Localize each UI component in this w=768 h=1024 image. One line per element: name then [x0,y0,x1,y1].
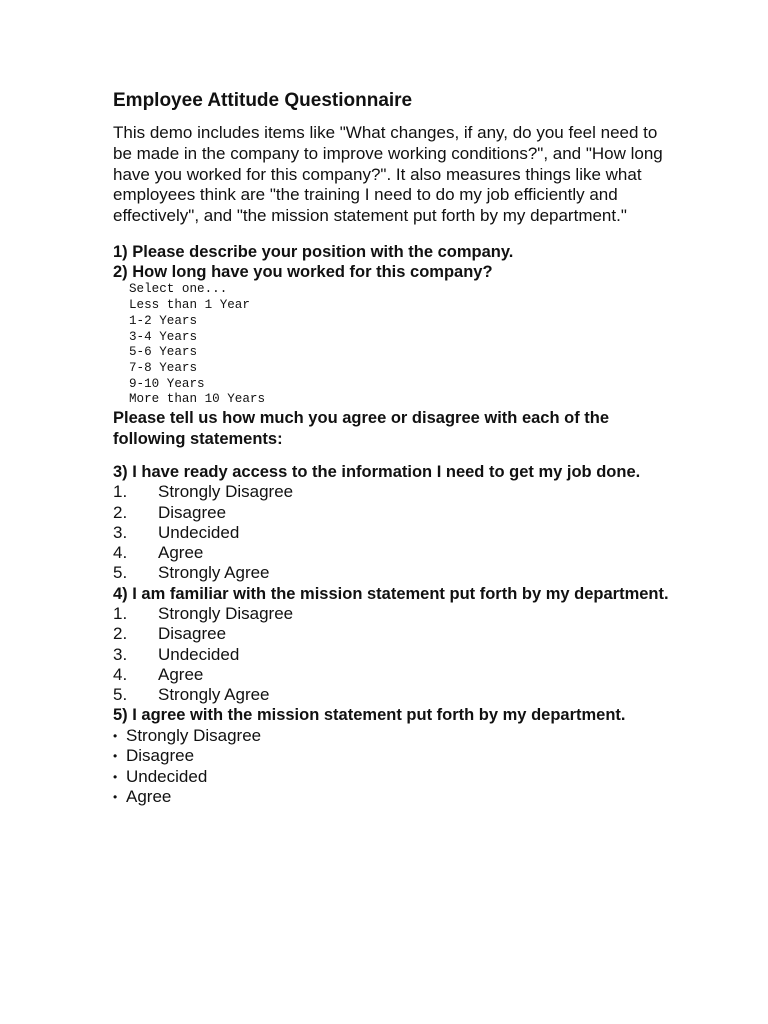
tenure-option[interactable]: 9-10 Years [129,376,205,391]
list-item[interactable] [113,767,673,788]
option-label: Undecided [158,644,240,664]
intro-paragraph: This demo includes items like "What changes, if any, do you feel need to be made in the company to improve working conditions?", and "How long have you worked for this company?". It also measures things like what employees think are "the training I need to do my job efficiently and effectively", and "the mission statement put forth by my department." [113,123,663,226]
option-number: 1. [113,482,128,502]
list-item[interactable] [113,503,673,523]
option-label: Disagree [158,502,227,522]
option-number: 3. [113,644,128,664]
question-3-options [113,482,673,583]
page-title: Employee Attitude Questionnaire [113,90,413,111]
list-item[interactable] [113,482,673,502]
question-1: 1) Please describe your position with the company. [113,242,514,261]
list-item[interactable] [113,726,673,747]
option-number: 1. [113,603,128,623]
bullet-icon: • [113,749,118,764]
list-item[interactable] [113,523,673,543]
list-item[interactable] [113,604,673,624]
option-number: 5. [113,685,128,705]
option-number: 2. [113,502,128,522]
option-label: Disagree [158,624,227,644]
option-label: Strongly Agree [158,563,270,583]
bullet-icon: • [113,728,118,743]
question-2: 2) How long have you worked for this company? [113,263,493,282]
tenure-option[interactable]: 3-4 Years [129,329,198,344]
tenure-option[interactable]: 5-6 Years [129,345,198,360]
option-label: Strongly Disagree [126,725,262,745]
agreement-instruction: Please tell us how much you agree or disagree with each of the following statements: [113,409,610,448]
question-4-options [113,604,673,705]
question-3: 3) I have ready access to the information I need to get my job done. [113,463,641,482]
option-number: 4. [113,543,128,563]
list-item[interactable] [113,746,673,767]
tenure-option[interactable]: 1-2 Years [129,313,198,328]
list-item[interactable] [113,543,673,563]
option-label: Agree [126,787,172,807]
option-label: Strongly Disagree [158,603,294,623]
tenure-option[interactable]: 7-8 Years [129,360,198,375]
list-item[interactable] [113,665,673,685]
option-number: 2. [113,624,128,644]
question-5-options [113,726,673,808]
option-label: Strongly Agree [158,685,270,705]
bullet-icon: • [113,769,118,784]
option-number: 5. [113,563,128,583]
option-label: Undecided [126,766,208,786]
question-5: 5) I agree with the mission statement put forth by my department. [113,706,626,725]
option-label: Strongly Disagree [158,482,294,502]
list-item[interactable] [113,563,673,583]
list-item[interactable] [113,685,673,705]
bullet-icon: • [113,790,118,805]
tenure-option[interactable]: More than 10 Years [129,392,266,407]
option-label: Undecided [158,522,240,542]
list-item[interactable] [113,624,673,644]
questionnaire-page [113,89,673,808]
option-number: 4. [113,664,128,684]
option-label: Agree [158,543,204,563]
option-number: 3. [113,522,128,542]
tenure-select-list[interactable] [129,282,673,408]
option-label: Agree [158,664,204,684]
list-item[interactable] [113,787,673,808]
tenure-option[interactable]: Select one... [129,282,228,297]
tenure-option[interactable]: Less than 1 Year [129,298,250,313]
question-4: 4) I am familiar with the mission statement put forth by my department. [113,584,669,603]
option-label: Disagree [126,746,195,766]
list-item[interactable] [113,645,673,665]
